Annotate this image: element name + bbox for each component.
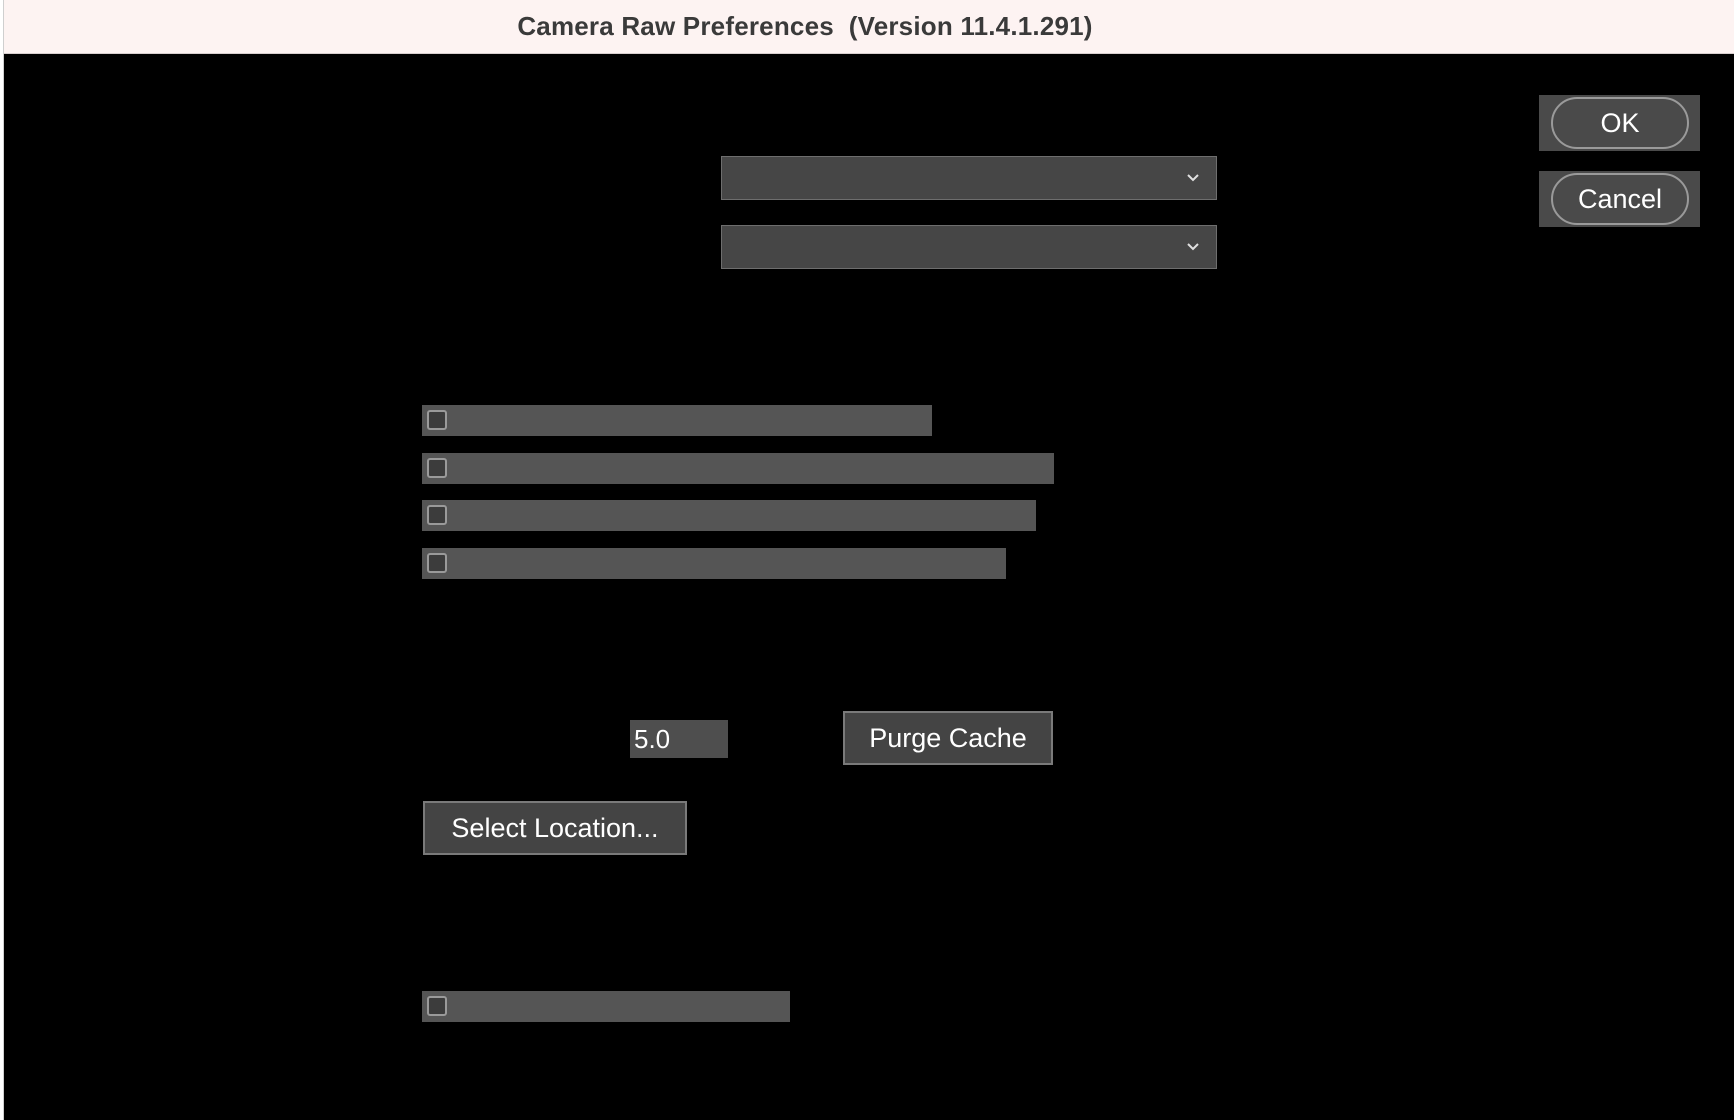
ok-button[interactable]: OK [1551, 97, 1689, 149]
checkbox-row-1[interactable] [422, 405, 932, 436]
chevron-down-icon [1186, 171, 1200, 185]
checkbox-1[interactable] [427, 410, 447, 430]
cancel-button[interactable]: Cancel [1551, 173, 1689, 225]
checkbox-row-5[interactable] [422, 991, 790, 1022]
title-bar[interactable] [4, 0, 1734, 54]
checkbox-row-3[interactable] [422, 500, 1036, 531]
preferences-dropdown-1[interactable] [721, 156, 1217, 200]
ok-button-frame [1539, 95, 1700, 151]
checkbox-5[interactable] [427, 996, 447, 1016]
checkbox-4[interactable] [427, 553, 447, 573]
checkbox-2[interactable] [427, 458, 447, 478]
checkbox-3[interactable] [427, 505, 447, 525]
purge-cache-button[interactable]: Purge Cache [843, 711, 1053, 765]
checkbox-row-2[interactable] [422, 453, 1054, 484]
window-title: Camera Raw Preferences (Version 11.4.1.291) [517, 11, 1093, 41]
select-location-button[interactable]: Select Location... [423, 801, 687, 855]
preferences-window [3, 0, 1734, 1120]
cancel-button-frame [1539, 171, 1700, 227]
chevron-down-icon [1186, 240, 1200, 254]
checkbox-row-4[interactable] [422, 548, 1006, 579]
preferences-dropdown-2[interactable] [721, 225, 1217, 269]
cache-size-input[interactable] [630, 720, 728, 758]
